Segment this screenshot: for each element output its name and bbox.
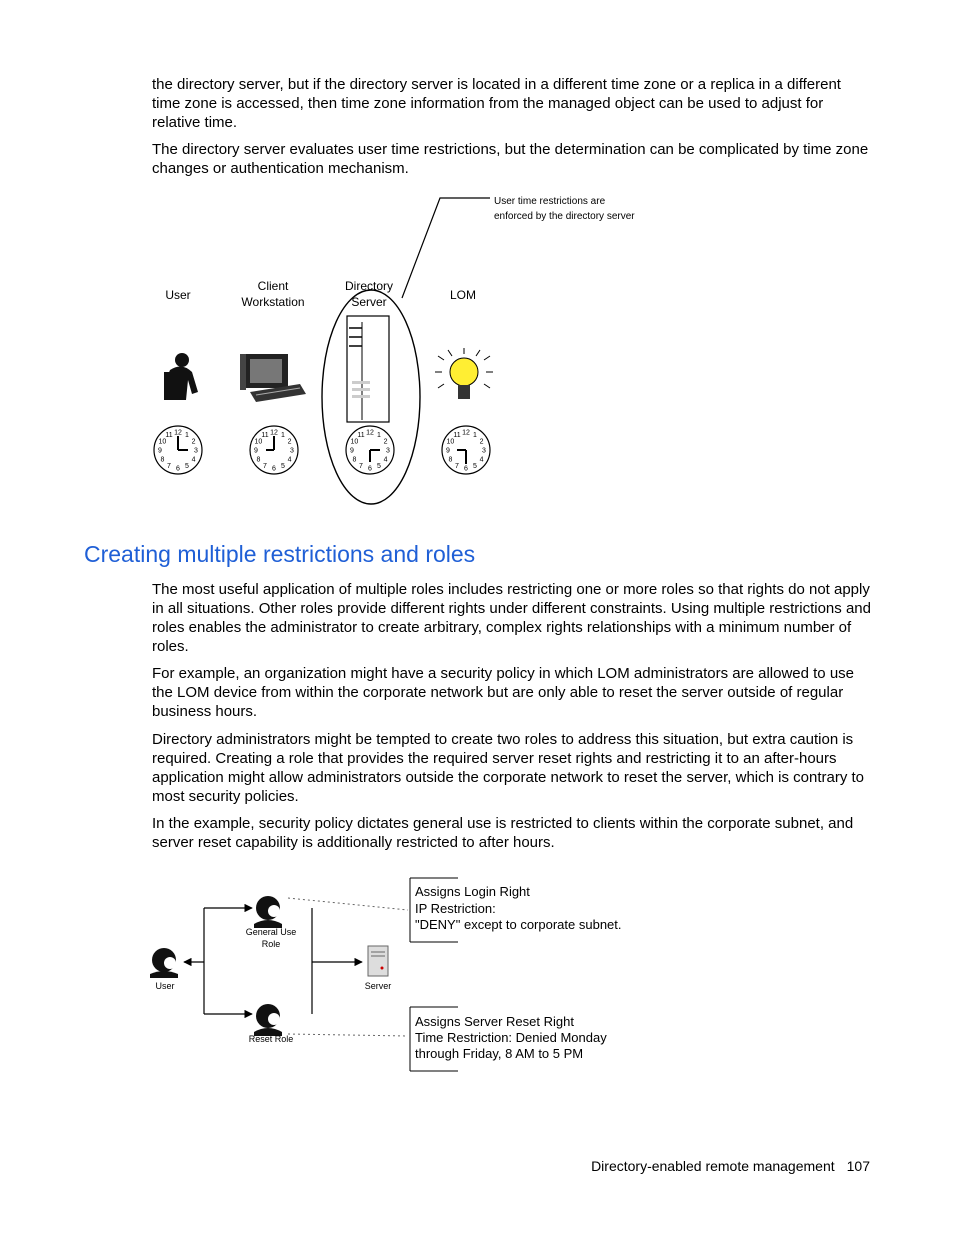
label-directory-1: Directory (344, 279, 394, 293)
clock-numeral: 8 (256, 456, 261, 464)
page-number: 107 (846, 1158, 870, 1174)
login-right-line1: Assigns Login Right (415, 884, 530, 899)
server-label: Server (364, 981, 392, 991)
clock-numeral: 8 (160, 456, 165, 464)
clock-directory (346, 426, 394, 474)
clock-numeral: 1 (377, 431, 381, 439)
clock-numeral: 1 (185, 431, 189, 439)
clock-numeral: 10 (254, 438, 263, 446)
clock-numeral: 12 (462, 429, 470, 437)
callout-text-line2: enforced by the directory server (494, 211, 635, 222)
clock-numeral: 7 (263, 463, 267, 471)
reset-right-line3: through Friday, 8 AM to 5 PM (415, 1046, 584, 1061)
clock-numeral: 7 (455, 463, 459, 471)
reset-right-box (410, 1007, 607, 1071)
label-user: User (165, 288, 191, 302)
clock-numeral: 6 (272, 465, 276, 473)
paragraph-time-restrictions: The directory server evaluates user time restrictions, but the determination can be complicated by time zone changes or authentication mechanism. (152, 141, 869, 177)
clock-numeral: 11 (453, 431, 461, 439)
clock-numeral: 6 (464, 465, 468, 473)
clock-lom (442, 426, 490, 474)
clock-numeral: 1 (473, 431, 477, 439)
clock-numeral: 7 (167, 463, 171, 471)
reset-role-label: Reset Role (248, 1034, 294, 1044)
callout-line (402, 198, 490, 298)
clock-numeral: 2 (191, 438, 196, 446)
callout-dotted-line-2 (288, 1034, 408, 1036)
clock-numeral: 11 (357, 431, 365, 439)
clock-numeral: 6 (176, 465, 180, 473)
footer-title: Directory-enabled remote management (591, 1158, 835, 1174)
clock-numeral: 11 (261, 431, 269, 439)
paragraph-time-zone: the directory server, but if the directory server is located in a different time zone or a replica in a different time zone is accessed, then time zone information from the managed object can be used to adjust for relative time. (152, 76, 841, 131)
reset-right-line2: Time Restriction: Denied Monday (415, 1030, 607, 1045)
clock-numeral: 12 (270, 429, 278, 437)
callout-text-line1: User time restrictions are (494, 196, 606, 207)
general-use-role-label-2: Role (261, 939, 281, 949)
user-icon-roles (150, 948, 178, 978)
clock-numeral: 9 (254, 447, 258, 455)
paragraph-example-policy: For example, an organization might have a security policy in which LOM administrators are allowed to use the LOM device from within the corporate network but are only able to reset the server outside of regular business hours. (152, 665, 854, 720)
clock-numeral: 10 (446, 438, 455, 446)
lightbulb-icon (435, 348, 493, 399)
roles-diagram (140, 868, 660, 1078)
login-right-line2: IP Restriction: (415, 901, 496, 916)
clock-numeral: 6 (368, 465, 372, 473)
clock-numeral: 4 (383, 456, 388, 464)
clock-numeral: 3 (386, 447, 390, 455)
clock-numeral: 10 (350, 438, 359, 446)
clock-numeral: 2 (479, 438, 484, 446)
server-icon (368, 946, 388, 976)
clock-numeral: 1 (281, 431, 285, 439)
paragraph-multiple-roles: The most useful application of multiple roles includes restricting one or more roles so that rights do not apply in all situations. Other roles provide different rights under different constraints. Using multiple restrictions and roles enables the administrator to create arbitrary, complex rights relationships with a minimum number of roles. (152, 581, 871, 655)
user-icon (164, 353, 198, 400)
clock-numeral: 9 (158, 447, 162, 455)
general-use-role-label-1: General Use (245, 927, 297, 937)
reset-role-icon (254, 1004, 282, 1036)
general-use-role-icon (254, 896, 282, 928)
clock-numeral: 11 (165, 431, 173, 439)
clock-numeral: 4 (287, 456, 292, 464)
clock-numeral: 5 (377, 463, 381, 471)
clock-numeral: 8 (352, 456, 357, 464)
clock-numeral: 2 (287, 438, 292, 446)
clock-numeral: 3 (194, 447, 198, 455)
clock-numeral: 12 (366, 429, 374, 437)
login-right-line3: "DENY" except to corporate subnet. (415, 917, 622, 932)
label-client-1: Client (257, 279, 289, 293)
clock-numeral: 5 (185, 463, 189, 471)
clock-numeral: 5 (473, 463, 477, 471)
clock-numeral: 3 (290, 447, 294, 455)
clock-numeral: 9 (446, 447, 450, 455)
server-tower-icon (347, 316, 389, 422)
clock-numeral: 4 (191, 456, 196, 464)
label-client-2: Workstation (241, 295, 305, 309)
label-directory-2: Server (351, 295, 387, 309)
clock-numeral: 2 (383, 438, 388, 446)
clock-numeral: 3 (482, 447, 486, 455)
page-footer (591, 1158, 870, 1174)
clock-numeral: 7 (359, 463, 363, 471)
clock-user (154, 426, 202, 474)
clock-client (250, 426, 298, 474)
clock-numeral: 4 (479, 456, 484, 464)
time-restriction-diagram (140, 188, 660, 508)
callout-dotted-line-1 (288, 898, 408, 910)
clock-numeral: 12 (174, 429, 182, 437)
login-right-box (410, 878, 622, 942)
label-lom: LOM (449, 288, 477, 302)
clock-numeral: 5 (281, 463, 285, 471)
workstation-icon (240, 354, 306, 402)
clock-numeral: 8 (448, 456, 453, 464)
section-heading: Creating multiple restrictions and roles (84, 541, 476, 567)
clock-numeral: 9 (350, 447, 354, 455)
reset-right-line1: Assigns Server Reset Right (415, 1014, 574, 1029)
paragraph-example-restriction: In the example, security policy dictates general use is restricted to clients within the corporate subnet, and server reset capability is additionally restricted to after hours. (152, 815, 854, 851)
clock-numeral: 10 (158, 438, 167, 446)
user-label: User (155, 981, 175, 991)
paragraph-caution: Directory administrators might be tempted to create two roles to address this situation, but extra caution is required. Creating a role that provides the required server reset rights and restricting it to an after-hours application might allow administrators outside the corporate network to reset the server, which is contrary to most security policies. (152, 731, 865, 805)
